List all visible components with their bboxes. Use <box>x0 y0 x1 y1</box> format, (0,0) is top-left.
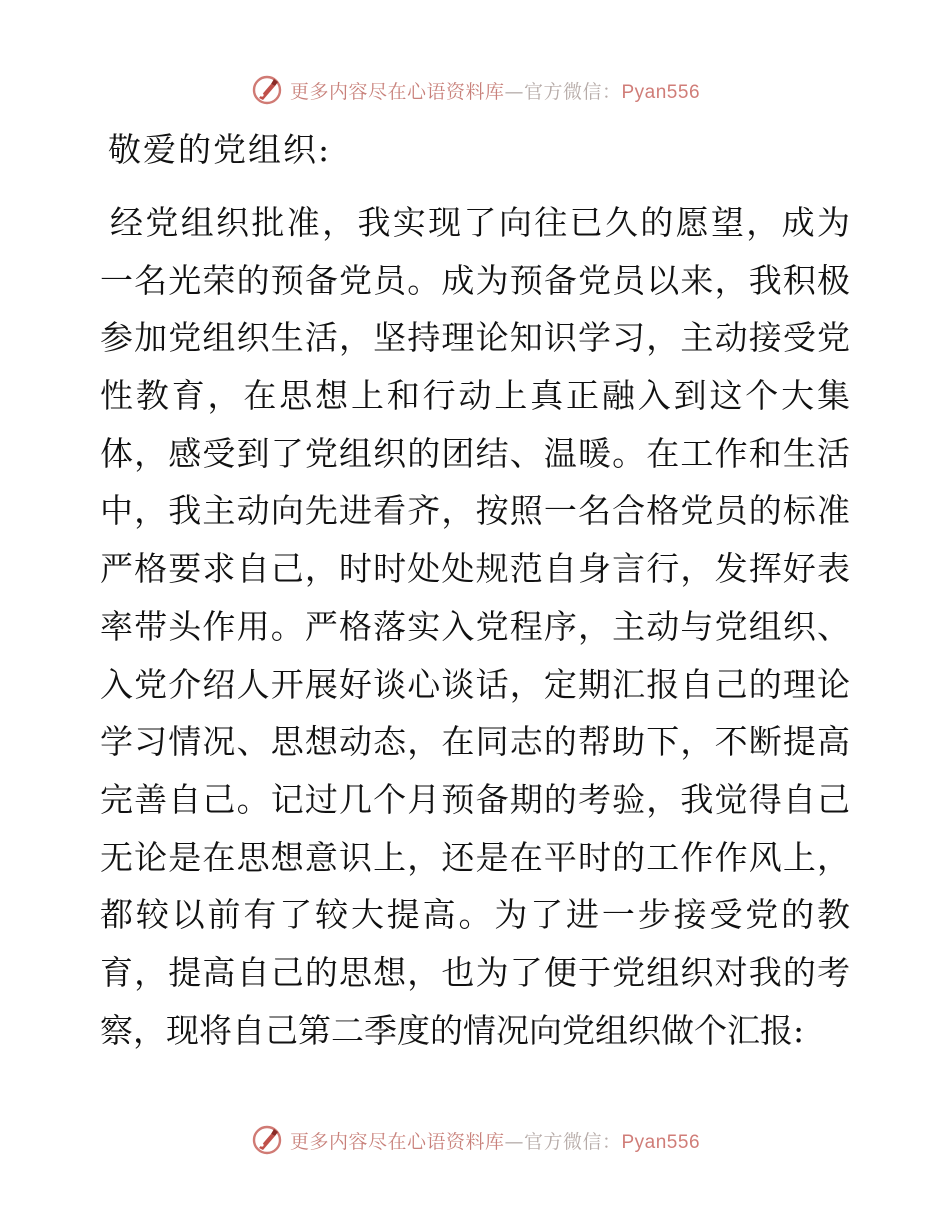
banner-text <box>290 1127 700 1154</box>
banner-separator: — <box>504 1130 524 1153</box>
text-line: 率带头作用。严格落实入党程序，主动与党组织、 <box>100 606 850 646</box>
text-line: 严格要求自己，时时处处规范自身言行，发挥好表 <box>100 549 850 589</box>
text-line: 育，提高自己的思想，也为了便于党组织对我的考 <box>100 952 850 992</box>
text-line: 中，我主动向先进看齐，按照一名合格党员的标准 <box>100 491 850 531</box>
text-line: 入党介绍人开展好谈心谈话，定期汇报自己的理论 <box>100 664 850 704</box>
pen-nib-logo-icon <box>250 1123 284 1157</box>
banner-wechat-id: Pyan556 <box>621 81 701 103</box>
pen-nib-logo-icon <box>250 73 284 107</box>
header-banner <box>0 70 950 110</box>
banner-separator: — <box>504 80 524 103</box>
banner-text <box>290 77 700 104</box>
text-line: 无论是在思想意识上，还是在平时的工作作风上， <box>100 837 850 877</box>
text-line: 经党组织批准，我实现了向往已久的愿望，成为 <box>110 203 850 242</box>
banner-wechat-id: Pyan556 <box>621 1131 701 1153</box>
text-line: 性教育，在思想上和行动上真正融入到这个大集 <box>100 376 850 416</box>
text-line: 完善自己。记过几个月预备期的考验，我觉得自己 <box>100 779 850 819</box>
letter-body <box>100 194 850 1059</box>
text-line: 都较以前有了较大提高。为了进一步接受党的教 <box>100 895 850 935</box>
text-line: 参加党组织生活，坚持理论知识学习，主动接受党 <box>100 318 850 358</box>
text-line: 一名光荣的预备党员。成为预备党员以来，我积极 <box>100 260 850 300</box>
banner-wechat-label: 官方微信： <box>523 1130 622 1153</box>
banner-wechat-label: 官方微信： <box>523 80 622 103</box>
text-line: 学习情况、思想动态，在同志的帮助下，不断提高 <box>100 722 850 762</box>
footer-banner <box>0 1120 950 1160</box>
banner-main-text: 更多内容尽在心语资料库 <box>289 80 505 103</box>
text-line: 察，现将自己第二季度的情况向党组织做个汇报: <box>100 1010 805 1050</box>
salutation: 敬爱的党组织: <box>108 130 332 169</box>
banner-main-text: 更多内容尽在心语资料库 <box>289 1130 505 1153</box>
text-line: 体，感受到了党组织的团结、温暖。在工作和生活 <box>100 433 850 473</box>
